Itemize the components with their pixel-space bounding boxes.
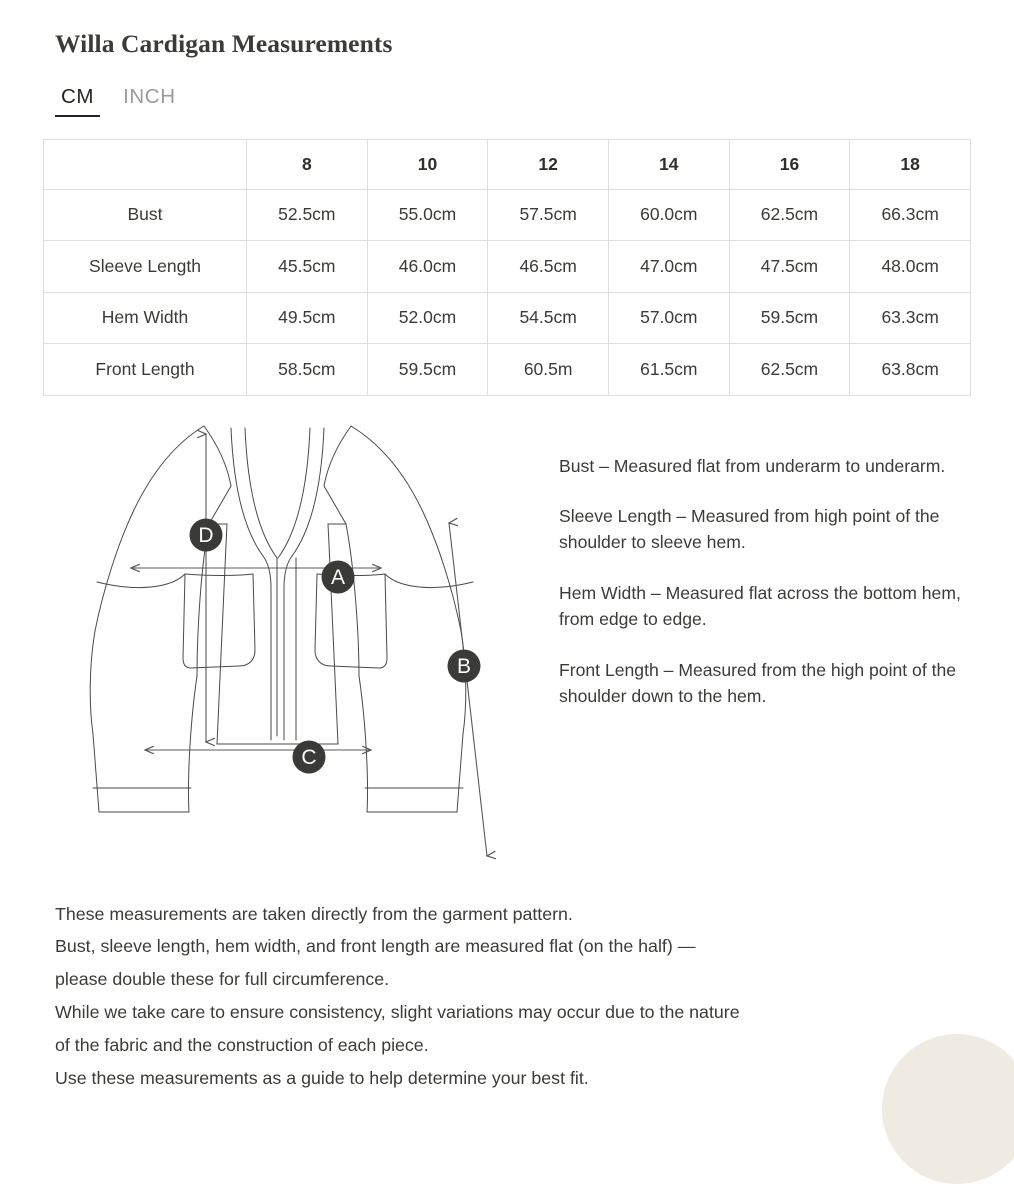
cell-sleeve-length-18: 48.0cm	[850, 241, 971, 293]
size-header-16: 16	[729, 139, 850, 189]
cell-bust-10: 55.0cm	[367, 189, 488, 241]
footnote-line-1: These measurements are taken directly from the garment pattern.	[55, 903, 573, 924]
marker-badge-d	[190, 518, 223, 551]
table-corner-header	[44, 139, 247, 189]
row-label-sleeve-length: Sleeve Length	[44, 241, 247, 293]
cell-front-length-16: 62.5cm	[729, 344, 850, 396]
unit-toggle	[43, 86, 971, 117]
cell-front-length-12: 60.5m	[488, 344, 609, 396]
row-label-bust: Bust	[44, 189, 247, 241]
size-header-12: 12	[488, 139, 609, 189]
cell-hem-width-18: 63.3cm	[850, 292, 971, 344]
cell-sleeve-length-8: 45.5cm	[247, 241, 368, 293]
marker-badge-a	[322, 560, 355, 593]
cell-front-length-14: 61.5cm	[608, 344, 729, 396]
size-header-18: 18	[850, 139, 971, 189]
cell-hem-width-12: 54.5cm	[488, 292, 609, 344]
size-header-14: 14	[608, 139, 729, 189]
cell-front-length-10: 59.5cm	[367, 344, 488, 396]
cell-sleeve-length-14: 47.0cm	[608, 241, 729, 293]
page-title: Willa Cardigan Measurements	[55, 29, 393, 58]
footnote-line-3: please double these for full circumference.	[55, 969, 390, 990]
cell-front-length-18: 63.8cm	[850, 344, 971, 396]
cell-front-length-8: 58.5cm	[247, 344, 368, 396]
cell-sleeve-length-12: 46.5cm	[488, 241, 609, 293]
table-row	[44, 189, 971, 241]
cell-bust-16: 62.5cm	[729, 189, 850, 241]
size-header-8: 8	[247, 139, 368, 189]
table-row	[44, 344, 971, 396]
measurements-table	[43, 139, 971, 396]
cell-hem-width-8: 49.5cm	[247, 292, 368, 344]
footnote-line-6: Use these measurements as a guide to help determine your best fit.	[55, 1068, 589, 1089]
legend-item-bust: Bust – Measured flat from underarm to underarm.	[559, 455, 946, 476]
legend-item-front-length: Front Length – Measured from the high point of the shoulder down to the hem.	[559, 659, 957, 706]
marker-label-c: C	[301, 745, 317, 769]
cell-sleeve-length-10: 46.0cm	[367, 241, 488, 293]
footnotes	[43, 898, 971, 1096]
cell-hem-width-10: 52.0cm	[367, 292, 488, 344]
cardigan-technical-drawing-icon	[41, 416, 541, 886]
marker-badge-c	[293, 740, 326, 773]
diagram-and-legend	[43, 416, 971, 886]
marker-label-a: A	[330, 565, 346, 589]
table-row	[44, 241, 971, 293]
size-header-10: 10	[367, 139, 488, 189]
cell-hem-width-16: 59.5cm	[729, 292, 850, 344]
footnote-line-2: Bust, sleeve length, hem width, and front length are measured flat (on the half) —	[55, 936, 696, 957]
footnote-line-4: While we take care to ensure consistency, slight variations may occur due to the nature	[55, 1002, 740, 1023]
marker-badge-b	[448, 649, 481, 682]
row-label-front-length: Front Length	[44, 344, 247, 396]
table-header-row	[44, 139, 971, 189]
unit-tab-cm[interactable]: CM	[55, 86, 100, 117]
measurement-legend	[541, 416, 971, 710]
cell-sleeve-length-16: 47.5cm	[729, 241, 850, 293]
cell-bust-18: 66.3cm	[850, 189, 971, 241]
legend-item-sleeve-length: Sleeve Length – Measured from high point of the shoulder to sleeve hem.	[559, 506, 940, 553]
cell-bust-8: 52.5cm	[247, 189, 368, 241]
marker-label-b: B	[456, 654, 472, 678]
cell-hem-width-14: 57.0cm	[608, 292, 729, 344]
marker-label-d: D	[198, 523, 214, 547]
legend-item-hem-width: Hem Width – Measured flat across the bottom hem, from edge to edge.	[559, 583, 961, 629]
footnote-line-5: of the fabric and the construction of each piece.	[55, 1035, 429, 1056]
garment-diagram	[41, 416, 541, 886]
unit-tab-inch[interactable]: INCH	[117, 86, 182, 117]
cell-bust-14: 60.0cm	[608, 189, 729, 241]
table-row	[44, 292, 971, 344]
row-label-hem-width: Hem Width	[44, 292, 247, 344]
cell-bust-12: 57.5cm	[488, 189, 609, 241]
